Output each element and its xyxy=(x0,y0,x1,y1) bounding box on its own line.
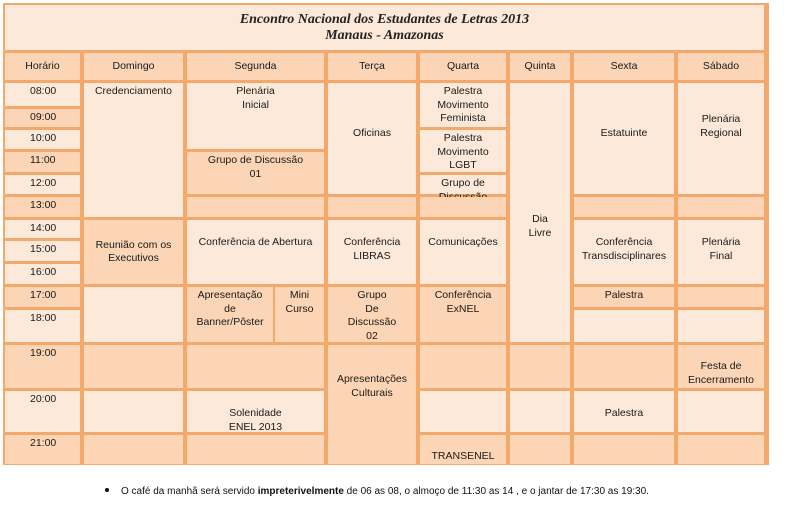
title-text: Encontro Nacional dos Estudantes de Letras 2013 xyxy=(239,11,530,27)
empty-cell xyxy=(574,197,674,217)
time-slot-line: 08:00 xyxy=(30,85,57,97)
time-slot xyxy=(5,220,80,238)
column-header-day xyxy=(420,53,506,80)
event-comunicacoes xyxy=(420,220,506,284)
empty-cell xyxy=(574,435,674,464)
column-header-day-line: Terça xyxy=(359,59,385,72)
empty-cell xyxy=(187,345,324,388)
event-apresentacoes-culturais-line: Culturais xyxy=(351,386,393,399)
empty-cell xyxy=(510,391,570,432)
time-slot-line: 09:00 xyxy=(30,111,57,123)
column-header-day xyxy=(84,53,183,80)
event-palestra-lgbt xyxy=(420,130,506,172)
column-header-day xyxy=(574,53,674,80)
event-conferencia-exnel-line: ExNEL xyxy=(446,302,480,315)
event-transenel xyxy=(420,435,506,464)
column-header-day-line: Quinta xyxy=(524,59,556,72)
empty-cell xyxy=(510,345,570,388)
time-slot-line: 17:00 xyxy=(30,289,57,301)
time-slot-line: 10:00 xyxy=(30,132,57,144)
event-palestra-lgbt-line: LGBT xyxy=(449,159,477,171)
event-conferencia-abertura xyxy=(187,220,324,284)
column-header-day xyxy=(678,53,764,80)
empty-cell xyxy=(187,435,324,464)
empty-cell xyxy=(187,197,324,217)
event-dia-livre-line: Livre xyxy=(528,226,552,239)
event-palestra-noite-line: Palestra xyxy=(604,407,644,419)
event-palestra-noite xyxy=(574,391,674,432)
empty-cell xyxy=(510,435,570,464)
column-header-horario xyxy=(5,53,80,80)
subtitle: Manaus - Amazonas xyxy=(325,27,444,43)
column-header-day xyxy=(510,53,570,80)
empty-cell xyxy=(678,391,764,432)
time-slot xyxy=(5,345,80,388)
time-slot xyxy=(5,264,80,284)
bullet-icon xyxy=(105,488,109,492)
event-grupo-discussao-02 xyxy=(328,287,416,342)
column-header-day-line: Sexta xyxy=(610,59,638,72)
event-palestra-sexta-line: Palestra xyxy=(604,289,644,301)
empty-cell xyxy=(84,287,183,342)
schedule-table xyxy=(3,3,769,465)
event-oficinas-line: Oficinas xyxy=(353,127,391,139)
empty-cell xyxy=(420,391,506,432)
event-credenciamento-line: Credenciamento xyxy=(94,85,173,97)
event-dia-livre xyxy=(510,83,570,342)
event-grupo-discussao-02-line: Grupo xyxy=(357,289,387,301)
event-conferencia-transdisciplinares-line: Conferência xyxy=(595,236,653,248)
event-grupo-discussao-01-line: Grupo de Discussão xyxy=(207,154,304,166)
event-grupo-discussao-01 xyxy=(187,152,324,194)
event-palestra-feminista-line: Feminista xyxy=(440,112,486,124)
footnote xyxy=(105,486,649,497)
event-festa-encerramento xyxy=(678,345,764,388)
column-header-day-line: Segunda xyxy=(234,59,277,72)
time-slot xyxy=(5,152,80,172)
event-reuniao-line: Executivos xyxy=(108,252,159,264)
event-grupo-discussao-03-line: Grupo de xyxy=(441,177,485,189)
time-slot-line: 12:00 xyxy=(30,177,57,189)
column-header-day-line: Sábado xyxy=(702,59,740,72)
event-conferencia-exnel xyxy=(420,287,506,342)
event-plenaria-inicial-line: Plenária xyxy=(236,85,275,97)
event-plenaria-regional xyxy=(678,83,764,194)
time-slot-line: 18:00 xyxy=(30,312,57,324)
empty-cell xyxy=(420,197,506,217)
empty-cell xyxy=(84,391,183,432)
event-grupo-discussao-02-line: 02 xyxy=(366,329,378,342)
page-title xyxy=(5,5,764,50)
event-grupo-discussao-02-line: Discussão xyxy=(347,316,397,328)
empty-cell xyxy=(328,197,416,217)
time-slot-line: 15:00 xyxy=(30,243,57,255)
event-festa-encerramento-line: Encerramento xyxy=(688,373,754,386)
footnote-text: O café da manhã será servido xyxy=(121,486,258,497)
time-slot-line: 16:00 xyxy=(30,266,57,278)
column-header-horario-line: Horário xyxy=(25,59,60,72)
event-plenaria-regional-line: Plenária xyxy=(701,113,741,125)
event-apresentacao-banner-line: Apresentação xyxy=(197,289,263,301)
empty-cell xyxy=(678,435,764,464)
time-slot xyxy=(5,197,80,217)
event-mini-curso-line: Mini xyxy=(289,289,310,301)
event-solenidade xyxy=(187,391,324,432)
time-slot-line: 11:00 xyxy=(30,154,56,166)
event-credenciamento xyxy=(84,83,183,217)
event-palestra-lgbt-line: Palestra xyxy=(443,132,483,144)
event-plenaria-inicial-line: Inicial xyxy=(242,98,269,111)
time-slot xyxy=(5,241,80,261)
time-slot xyxy=(5,287,80,307)
event-palestra-sexta xyxy=(574,287,674,307)
event-estatuinte-line: Estatuinte xyxy=(600,127,648,139)
event-conferencia-libras-line: LIBRAS xyxy=(353,249,391,262)
empty-cell xyxy=(84,435,183,464)
event-conferencia-libras-line: Conferência xyxy=(343,236,401,248)
event-solenidade-line: Solenidade xyxy=(229,407,282,419)
event-reuniao-line: Reunião com os xyxy=(95,238,172,251)
event-palestra-lgbt-line: Movimento xyxy=(437,145,489,158)
time-slot xyxy=(5,83,80,106)
time-slot xyxy=(5,310,80,342)
empty-cell xyxy=(574,310,674,342)
time-slot-line: 19:00 xyxy=(30,347,57,359)
empty-cell xyxy=(84,345,183,388)
event-conferencia-exnel-line: Conferência xyxy=(434,289,492,301)
empty-cell xyxy=(678,287,764,307)
time-slot xyxy=(5,109,80,127)
event-apresentacao-banner xyxy=(187,287,273,342)
empty-cell xyxy=(574,345,674,388)
event-plenaria-regional-line: Regional xyxy=(700,126,742,139)
empty-cell xyxy=(420,345,506,388)
event-solenidade-line: ENEL 2013 xyxy=(228,420,283,433)
empty-cell xyxy=(678,310,764,342)
event-grupo-discussao-03 xyxy=(420,175,506,194)
time-slot xyxy=(5,391,80,432)
column-header-day xyxy=(187,53,324,80)
event-plenaria-final-line: Final xyxy=(709,249,733,262)
time-slot-line: 20:00 xyxy=(30,393,57,405)
event-apresentacoes-culturais xyxy=(328,345,416,464)
event-conferencia-transdisciplinares xyxy=(574,220,674,284)
event-conferencia-libras xyxy=(328,220,416,284)
event-plenaria-inicial xyxy=(187,83,324,149)
time-slot-line: 13:00 xyxy=(30,199,57,211)
footnote-text-end: de 06 as 08, o almoço de 11:30 as 14 , e o jantar de 17:30 as 19:30. xyxy=(343,486,649,497)
event-conferencia-abertura-line: Conferência de Abertura xyxy=(198,236,313,248)
event-apresentacao-banner-line: de xyxy=(224,302,236,315)
event-mini-curso xyxy=(275,287,324,342)
event-apresentacoes-culturais-line: Apresentações xyxy=(336,373,408,385)
event-plenaria-final-line: Plenária xyxy=(701,236,741,248)
event-apresentacao-banner-line: Banner/Pôster xyxy=(196,316,264,328)
event-transenel-line: TRANSENEL xyxy=(431,449,495,462)
time-slot-line: 21:00 xyxy=(30,437,57,449)
column-header-day-line: Domingo xyxy=(112,59,155,72)
event-conferencia-transdisciplinares-line: Transdisciplinares xyxy=(581,249,667,262)
event-dia-livre-line: Dia xyxy=(532,213,548,225)
event-palestra-feminista-line: Palestra xyxy=(443,85,483,97)
event-mini-curso-line: Curso xyxy=(285,302,314,315)
time-slot xyxy=(5,175,80,194)
time-slot-line: 14:00 xyxy=(30,222,57,234)
event-grupo-discussao-02-line: De xyxy=(365,302,379,315)
column-header-day-line: Quarta xyxy=(446,59,480,72)
empty-cell xyxy=(678,197,764,217)
event-grupo-discussao-01-line: 01 xyxy=(249,167,262,180)
event-plenaria-final xyxy=(678,220,764,284)
time-slot xyxy=(5,435,80,464)
event-comunicacoes-line: Comunicações xyxy=(428,236,498,248)
event-oficinas xyxy=(328,83,416,194)
column-header-day xyxy=(328,53,416,80)
event-palestra-feminista xyxy=(420,83,506,127)
event-palestra-feminista-line: Movimento xyxy=(437,98,489,111)
footnote-emphasis: impreterivelmente xyxy=(257,486,344,497)
time-slot xyxy=(5,130,80,149)
event-estatuinte xyxy=(574,83,674,194)
event-reuniao xyxy=(84,220,183,284)
event-festa-encerramento-line: Festa de xyxy=(700,360,742,372)
